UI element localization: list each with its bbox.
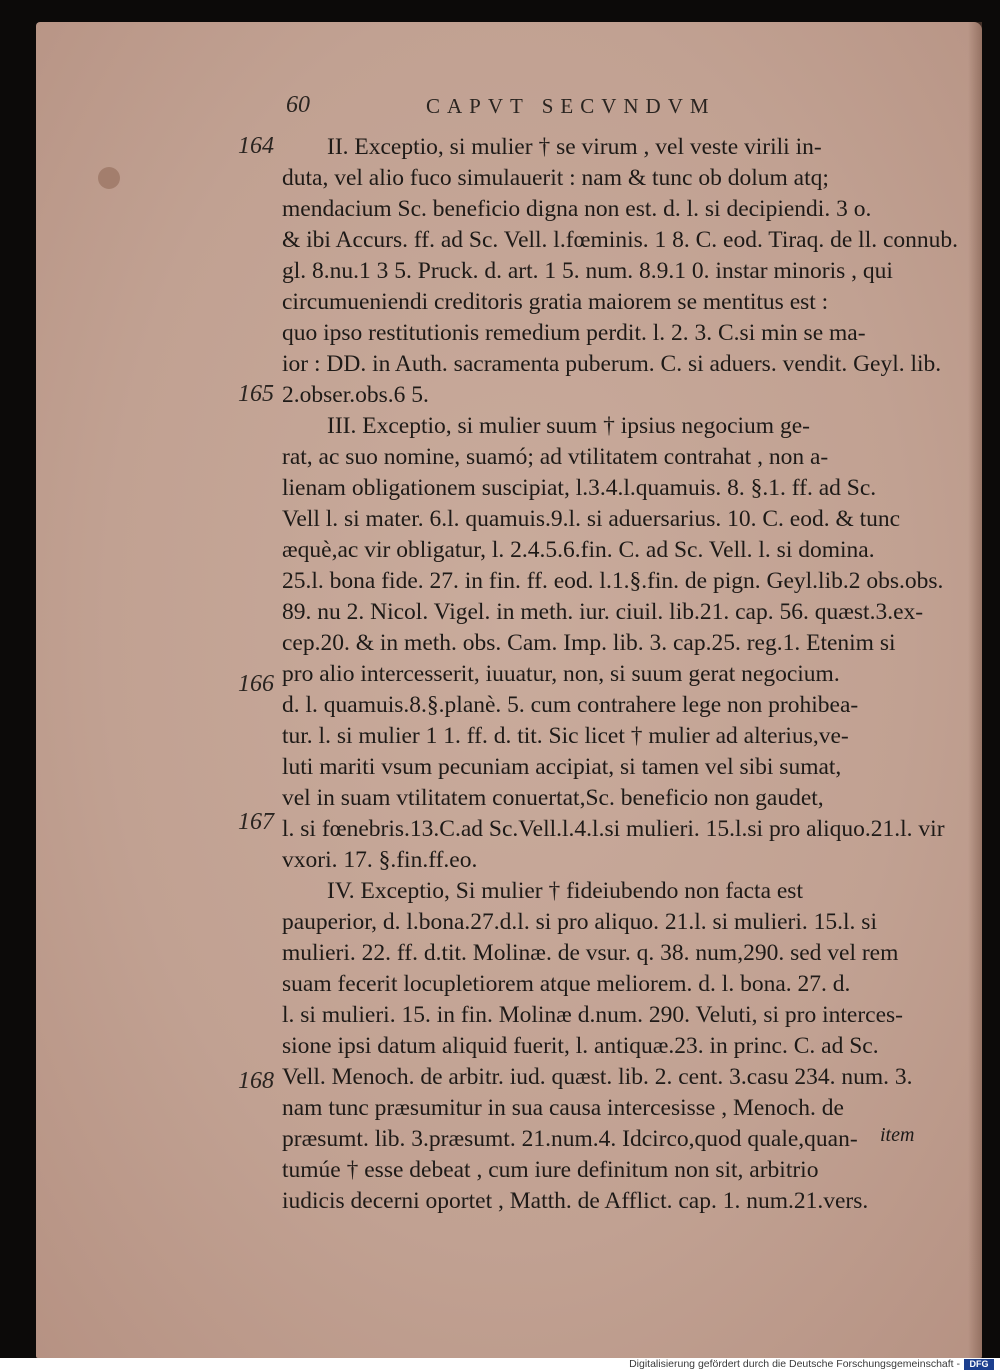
text-line: iudicis decerni oportet , Matth. de Afflict. cap. 1. num.21.vers. [282,1188,869,1214]
text-line: luti mariti vsum pecuniam accipiat, si tamen vel sibi sumat, [282,754,842,780]
text-line: suam fecerit locupletiorem atque meliorem. d. l. bona. 27. d. [282,971,851,997]
text-line: nam tunc præsumitur in sua causa intercesisse , Menoch. de [282,1095,844,1121]
margin-number: 167 [238,809,274,835]
text-line: lienam obligationem suscipiat, l.3.4.l.quamuis. 8. §.1. ff. ad Sc. [282,475,877,501]
text-line: pauperior, d. l.bona.27.d.l. si pro aliquo. 21.l. si mulieri. 15.l. si [282,909,877,935]
margin-number: 166 [238,671,274,697]
catchword: item [880,1124,915,1146]
text-line: II. Exceptio, si mulier † se virum , vel veste virili in- [327,134,822,160]
margin-number: 168 [238,1068,274,1094]
text-line: tumúe † esse debeat , cum iure definitum non sit, arbitrio [282,1157,819,1183]
text-line: circumueniendi creditoris gratia maiorem se mentitus est : [282,289,829,315]
body-text [282,132,959,1217]
margin-number: 165 [238,381,274,407]
text-line: mendacium Sc. beneficio digna non est. d. l. si decipiendi. 3 o. [282,196,872,222]
text-line: cep.20. & in meth. obs. Cam. Imp. lib. 3. cap.25. reg.1. Etenim si [282,630,896,656]
page-header [286,92,846,128]
dfg-logo: DFG [964,1359,994,1370]
page-edge-shadow [968,22,982,1358]
text-line: III. Exceptio, si mulier suum † ipsius negocium ge- [327,413,810,439]
text-line: quo ipso restitutionis remedium perdit. l. 2. 3. C.si min se ma- [282,320,866,346]
page-number: 60 [286,92,310,118]
text-line: pro alio intercesserit, iuuatur, non, si suum gerat negocium. [282,661,840,687]
text-line: d. l. quamuis.8.§.planè. 5. cum contrahere lege non prohibea- [282,692,859,718]
text-line: l. si mulieri. 15. in fin. Molinæ d.num. 290. Veluti, si pro interces- [282,1002,903,1028]
text-line: tur. l. si mulier 1 1. ff. d. tit. Sic licet † mulier ad alterius,ve- [282,723,849,749]
text-line: præsumt. lib. 3.præsumt. 21.num.4. Idcirco,quod quale,quan- [282,1126,858,1152]
text-line: sione ipsi datum aliquid fuerit, l. antiquæ.23. in princ. C. ad Sc. [282,1033,879,1059]
funding-notice: Digitalisierung gefördert durch die Deutsche Forschungsgemeinschaft - [629,1358,960,1370]
margin-number: 164 [238,133,274,159]
footer-bar [0,1358,1000,1371]
text-line: vel in suam vtilitatem conuertat,Sc. beneficio non gaudet, [282,785,824,811]
text-line: vxori. 17. §.fin.ff.eo. [282,847,478,873]
text-line: duta, vel alio fuco simulauerit : nam & tunc ob dolum atq; [282,165,829,191]
text-line: Vell l. si mater. 6.l. quamuis.9.l. si aduersarius. 10. C. eod. & tunc [282,506,901,532]
text-line: mulieri. 22. ff. d.tit. Molinæ. de vsur. q. 38. num,290. sed vel rem [282,940,899,966]
text-line: IV. Exceptio, Si mulier † fideiubendo non facta est [327,878,803,904]
text-line: ior : DD. in Auth. sacramenta puberum. C. si aduers. vendit. Geyl. lib. [282,351,942,377]
running-title: CAPVT SECVNDVM [426,94,716,118]
text-line: æquè,ac vir obligatur, l. 2.4.5.6.fin. C. ad Sc. Vell. l. si domina. [282,537,875,563]
text-line: rat, ac suo nomine, suamó; ad vtilitatem contrahat , non a- [282,444,829,470]
text-line: gl. 8.nu.1 3 5. Pruck. d. art. 1 5. num. 8.9.1 0. instar minoris , qui [282,258,893,284]
text-line: 2.obser.obs.6 5. [282,382,429,408]
ink-stain [98,167,120,189]
text-line: Vell. Menoch. de arbitr. iud. quæst. lib. 2. cent. 3.casu 234. num. 3. [282,1064,913,1090]
text-line: 89. nu 2. Nicol. Vigel. in meth. iur. ciuil. lib.21. cap. 56. quæst.3.ex- [282,599,924,625]
text-line: l. si fœnebris.13.C.ad Sc.Vell.l.4.l.si mulieri. 15.l.si pro aliquo.21.l. vir [282,816,945,842]
text-line: 25.l. bona fide. 27. in fin. ff. eod. l.1.§.fin. de pign. Geyl.lib.2 obs.obs. [282,568,944,594]
text-line: & ibi Accurs. ff. ad Sc. Vell. l.fœminis. 1 8. C. eod. Tiraq. de ll. connub. [282,227,959,253]
